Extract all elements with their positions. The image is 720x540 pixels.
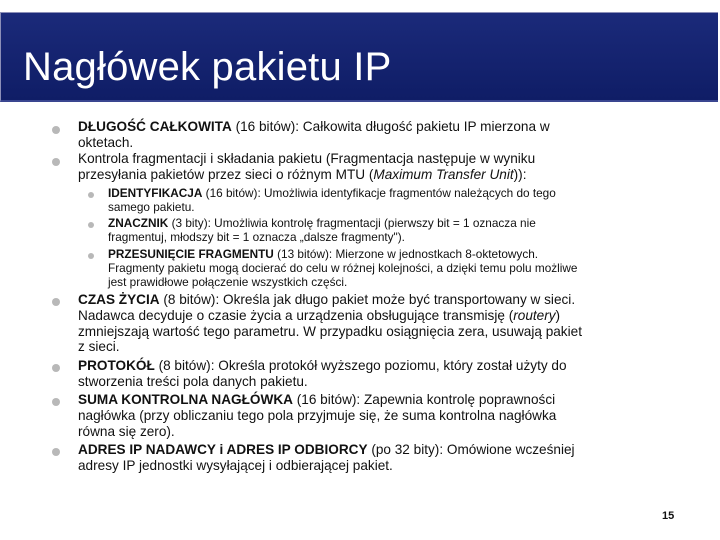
bullet-text: oktetach. [78,134,134,150]
sub-bullet-fragment-offset [108,248,577,289]
bullet-text: z sieci. [78,339,120,355]
bullet-dot [52,364,60,372]
bullet-fragmentation [78,151,535,183]
bullet-protocol [78,358,567,390]
bullet-italic: Maximum Transfer Unit [373,166,514,182]
bullet-text: (16 bitów): Umożliwia identyfikacje fragmentów należących do tego [202,186,556,200]
bullet-text: samego pakietu. [108,199,195,214]
bullet-dot [52,126,60,134]
bullet-term: SUMA KONTROLNA NAGŁÓWKA [78,392,293,407]
bullet-text: (8 bitów): Określa jak długo pakiet może być transportowany w sieci. [159,292,576,307]
page-number: 15 [662,510,675,522]
bullet-text: przesyłania pakietów przez sieci o różnym MTU ( [78,166,374,182]
sub-bullet-identification [108,187,556,215]
bullet-text: Nadawca decyduje o czasie życia a urządzenia obsługujące transmisję ( [78,307,514,323]
bullet-dot [52,298,60,306]
bullet-text: (3 bity): Umożliwia kontrolę fragmentacji (pierwszy bit = 1 oznacza nie [168,216,536,230]
bullet-italic: routery [513,307,556,323]
bullet-dot [52,398,60,406]
bullet-text: ) [555,307,561,323]
bullet-term: ADRES IP NADAWCY i ADRES IP ODBIORCY [78,442,368,457]
bullet-text: jest prawidłowe połączenie wszystkich części. [108,274,348,289]
bullet-text: (8 bitów): Określa protokół wyższego poziomu, który został użyty do [154,358,567,373]
bullet-term: IDENTYFIKACJA [108,186,203,200]
bullet-text: nagłówka (przy obliczaniu tego pola przyjmuje się, że suma kontrolna nagłówka [78,407,557,423]
bullet-term: ZNACZNIK [108,216,169,230]
bullet-dot [52,158,60,166]
bullet-checksum [78,392,556,439]
bullet-text: zmniejszają wartość tego parametru. W przypadku osiągnięcia zera, usuwają pakiet [78,323,582,339]
bullet-dot [52,448,60,456]
bullet-text: równa się zero). [78,423,175,439]
bullet-total-length [78,119,550,151]
bullet-addresses [78,442,575,474]
bullet-term: DŁUGOŚĆ CAŁKOWITA [78,119,232,134]
sub-bullet-flag [108,217,536,245]
bullet-text: adresy IP jednostki wysyłającej i odbierającej pakiet. [78,457,393,473]
slide-title: Nagłówek pakietu IP [23,45,392,89]
slide-title-bar [0,12,718,102]
bullet-term: CZAS ŻYCIA [78,292,160,307]
bullet-text: (16 bitów): Zapewnia kontrolę poprawności [292,392,556,407]
bullet-text: Kontrola fragmentacji i składania pakietu (Fragmentacja następuje w wyniku [78,151,536,166]
bullet-text: stworzenia treści pola danych pakietu. [78,373,308,389]
bullet-text: )): [513,166,527,182]
sub-bullet-dot [88,222,94,228]
sub-bullet-dot [88,192,94,198]
bullet-term: PRZESUNIĘCIE FRAGMENTU [108,247,274,261]
bullet-text: Fragmenty pakietu mogą docierać do celu w różnej kolejności, a dzięki temu polu możliwe [108,260,578,275]
bullet-text: fragmentuj, młodszy bit = 1 oznacza „dalsze fragmenty"). [108,229,405,244]
bullet-ttl [78,292,582,355]
sub-bullet-dot [88,253,94,259]
bullet-text: (13 bitów): Mierzone w jednostkach 8-oktetowych. [273,247,539,261]
bullet-text: (16 bitów): Całkowita długość pakietu IP mierzona w [231,119,550,134]
bullet-term: PROTOKÓŁ [78,358,155,373]
bullet-text: (po 32 bity): Omówione wcześniej [367,442,575,457]
